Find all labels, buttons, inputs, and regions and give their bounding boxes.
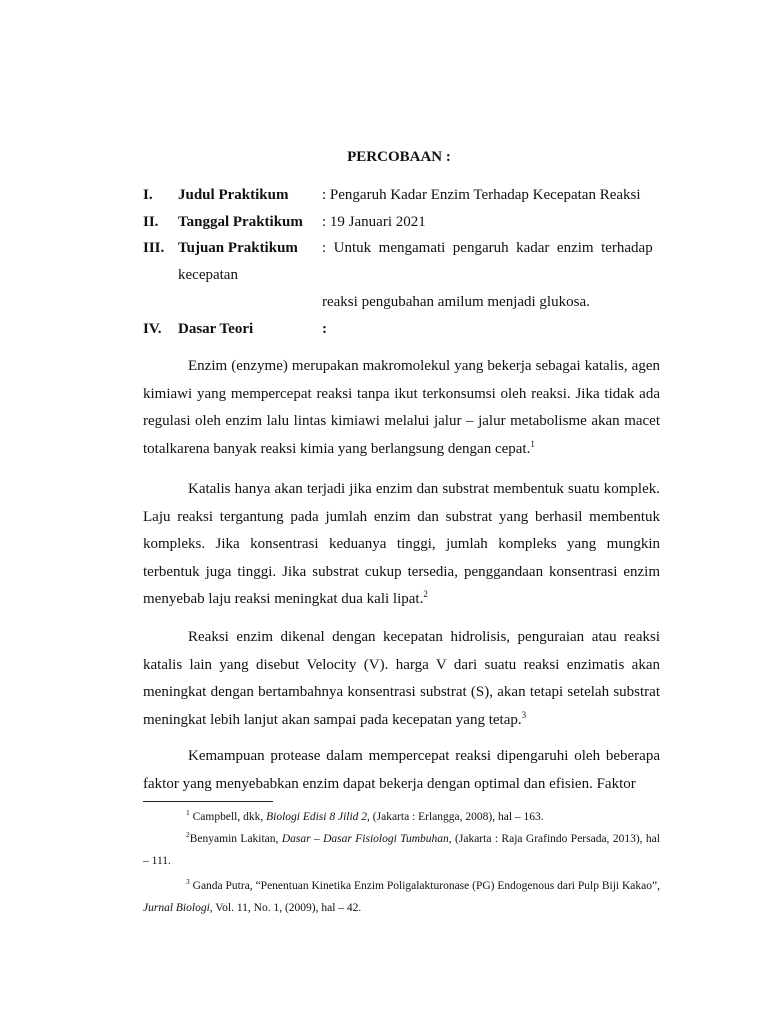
footnote-text: , (Jakarta : Erlangga, 2008), hal – 163. [367, 811, 544, 823]
item-value: : Untuk mengamati pengaruh kadar enzim terhadap [322, 240, 653, 256]
paragraph [143, 743, 660, 798]
item-label: Tujuan Praktikum [178, 240, 298, 256]
footnote-number: 3 [186, 877, 190, 887]
item-value: : [322, 321, 327, 337]
item-number: IV. [143, 321, 162, 337]
footnote-title: Jurnal Biologi [143, 902, 210, 914]
footnote-text: , (Jakarta : Raja Grafindo Persada, 2013), hal – 111. [143, 833, 660, 867]
item-number: I. [143, 187, 153, 203]
footnote [143, 806, 660, 828]
footnote-ref: 3 [521, 709, 527, 720]
paragraph-text: Reaksi enzim dikenal dengan kecepatan hidrolisis, penguraian atau reaksi katalis lain yang disebut Velocity (V). harga V dari suatu reaksi enzimatis akan meningkat dengan bertambahnya konsentrasi substrat (S), akan tetapi setelah substrat meningkat lebih lanjut akan sampai pada kecepatan yang tetap. [143, 629, 660, 728]
item-tujuan-continuation: kecepatan [178, 267, 238, 283]
footnote-ref: 2 [423, 589, 428, 599]
footnote-ref: 1 [530, 438, 535, 449]
item-value: : Pengaruh Kadar Enzim Terhadap Kecepatan Reaksi [322, 187, 641, 203]
item-label: Dasar Teori [178, 321, 254, 337]
paragraph-text: Enzim (enzyme) merupakan makromolekul yang bekerja sebagai katalis, agen kimiawi yang mempercepat reaksi tanpa ikut terkonsumsi oleh reaksi. Jika tidak ada regulasi oleh enzim lalu lintas kimiawi melalui jalur – jalur metabolisme akan macet totalkarena banyak reaksi kimia yang berlangsung dengan cepat. [143, 358, 660, 457]
footnote-text: Ganda Putra, “Penentuan Kinetika Enzim Poligalakturonase (PG) Endogenous dari Pulp Biji Kakao”, [189, 880, 660, 892]
footnote-text: Benyamin Lakitan, [189, 833, 282, 845]
footnote-number: 2 [186, 830, 190, 840]
footnote [143, 875, 660, 919]
footnote-text: Campbell, dkk, [189, 811, 267, 823]
item-label: Judul Praktikum [178, 187, 289, 203]
paragraph-text: Kemampuan protease dalam mempercepat reaksi dipengaruhi oleh beberapa faktor yang menyebabkan enzim dapat bekerja dengan optimal dan efisien. Faktor [143, 748, 660, 792]
item-number: III. [143, 240, 165, 256]
footnote-text: , Vol. 11, No. 1, (2009), hal – 42. [209, 902, 362, 914]
document-title: PERCOBAAN : [347, 149, 451, 165]
paragraph [143, 624, 660, 734]
item-tujuan-continuation: reaksi pengubahan amilum menjadi glukosa. [322, 294, 590, 310]
footnote-separator [143, 801, 273, 802]
footnote-title: Biologi Edisi 8 Jilid 2 [266, 811, 368, 823]
item-label: Tanggal Praktikum [178, 214, 303, 230]
item-value: : 19 Januari 2021 [322, 214, 426, 230]
paragraph-text: Katalis hanya akan terjadi jika enzim dan substrat membentuk suatu komplek. Laju reaksi tergantung pada jumlah enzim dan substrat yang berhasil membentuk kompleks. Jika konsentrasi keduanya tinggi, jumlah kompleks yang mungkin terbentuk juga tinggi. Jika substrat cukup tersedia, penggandaan konsentrasi enzim menyebab laju reaksi meningkat dua kali lipat. [143, 481, 660, 607]
footnote [143, 828, 660, 872]
paragraph [143, 353, 660, 463]
paragraph [143, 476, 660, 614]
footnote-number: 1 [186, 808, 190, 818]
item-number: II. [143, 214, 159, 230]
footnote-title: Dasar – Dasar Fisiologi Tumbuhan [281, 833, 449, 845]
